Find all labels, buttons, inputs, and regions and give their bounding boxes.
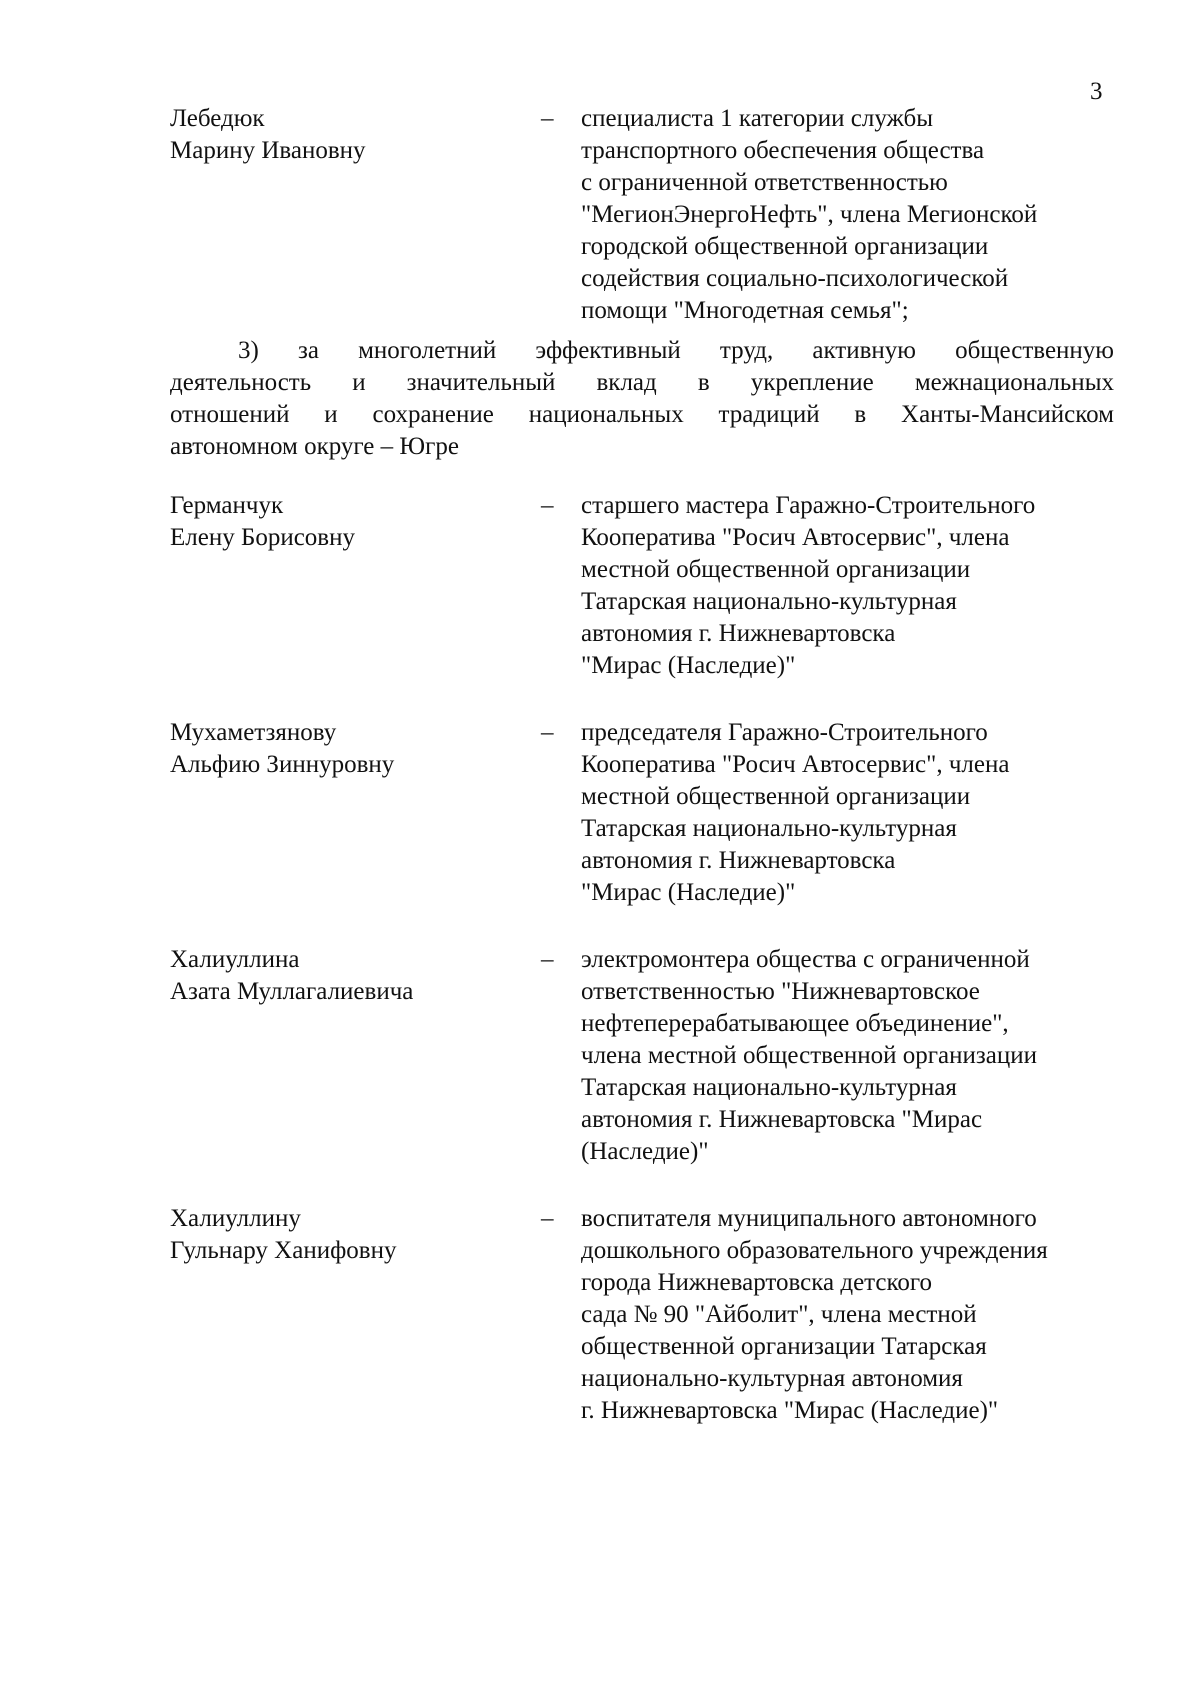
position-line: национально-культурная автономия bbox=[581, 1365, 963, 1392]
dash-separator: – bbox=[541, 946, 554, 973]
dash-separator: – bbox=[541, 1205, 554, 1232]
position-line: старшего мастера Гаражно-Строительного bbox=[581, 492, 1036, 519]
person-name-line: Гульнару Ханифовну bbox=[170, 1237, 397, 1264]
position-line: Татарская национально-культурная bbox=[581, 588, 957, 615]
position-line: автономия г. Нижневартовска bbox=[581, 620, 896, 647]
person-position bbox=[581, 944, 1121, 1168]
person-position bbox=[581, 717, 1121, 909]
position-line: (Наследие)" bbox=[581, 1138, 709, 1165]
person-name-line: Халиуллина bbox=[170, 946, 300, 973]
award-category-paragraph bbox=[170, 335, 1114, 463]
person-name-line: Германчук bbox=[170, 492, 284, 519]
position-line: содействия социально-психологической bbox=[581, 265, 1009, 292]
position-line: ответственностью "Нижневартовское bbox=[581, 978, 980, 1005]
person-name bbox=[170, 944, 530, 1008]
position-line: "Мирас (Наследие)" bbox=[581, 652, 796, 679]
page-number: 3 bbox=[1090, 78, 1103, 105]
position-line: сада № 90 "Айболит", члена местной bbox=[581, 1301, 977, 1328]
position-line: Татарская национально-культурная bbox=[581, 815, 957, 842]
position-line: помощи "Многодетная семья"; bbox=[581, 297, 909, 324]
paragraph-line: деятельность и значительный вклад в укрепление межнациональных bbox=[170, 369, 1114, 396]
person-name bbox=[170, 1203, 530, 1267]
person-name-line: Халиуллину bbox=[170, 1205, 301, 1232]
position-line: местной общественной организации bbox=[581, 783, 971, 810]
position-line: члена местной общественной организации bbox=[581, 1042, 1038, 1069]
position-line: Кооператива "Росич Автосервис", члена bbox=[581, 751, 1010, 778]
dash-separator: – bbox=[541, 105, 554, 132]
dash-separator: – bbox=[541, 719, 554, 746]
position-line: Кооператива "Росич Автосервис", члена bbox=[581, 524, 1010, 551]
person-name-line: Альфию Зиннуровну bbox=[170, 751, 395, 778]
person-name bbox=[170, 490, 530, 554]
position-line: нефтеперерабатывающее объединение", bbox=[581, 1010, 1009, 1037]
position-line: дошкольного образовательного учреждения bbox=[581, 1237, 1048, 1264]
position-line: "МегионЭнергоНефть", члена Мегионской bbox=[581, 201, 1038, 228]
person-position bbox=[581, 1203, 1121, 1427]
person-name bbox=[170, 717, 530, 781]
paragraph-line: 3) за многолетний эффективный труд, активную общественную bbox=[238, 337, 1114, 364]
person-position bbox=[581, 103, 1121, 327]
person-name-line: Мухаметзянову bbox=[170, 719, 337, 746]
person-name-line: Азата Муллагалиевича bbox=[170, 978, 414, 1005]
position-line: транспортного обеспечения общества bbox=[581, 137, 985, 164]
position-line: "Мирас (Наследие)" bbox=[581, 879, 796, 906]
dash-separator: – bbox=[541, 492, 554, 519]
position-line: автономия г. Нижневартовска "Мирас bbox=[581, 1106, 983, 1133]
paragraph-line: отношений и сохранение национальных традиций в Ханты-Мансийском bbox=[170, 401, 1114, 428]
position-line: г. Нижневартовска "Мирас (Наследие)" bbox=[581, 1397, 999, 1424]
position-line: специалиста 1 категории службы bbox=[581, 105, 934, 132]
position-line: с ограниченной ответственностью bbox=[581, 169, 948, 196]
position-line: воспитателя муниципального автономного bbox=[581, 1205, 1037, 1232]
position-line: электромонтера общества с ограниченной bbox=[581, 946, 1030, 973]
person-name-line: Лебедюк bbox=[170, 105, 265, 132]
position-line: общественной организации Татарская bbox=[581, 1333, 987, 1360]
position-line: местной общественной организации bbox=[581, 556, 971, 583]
person-name bbox=[170, 103, 530, 167]
paragraph-line: автономном округе – Югре bbox=[170, 433, 459, 460]
person-position bbox=[581, 490, 1121, 682]
position-line: городской общественной организации bbox=[581, 233, 989, 260]
position-line: председателя Гаражно-Строительного bbox=[581, 719, 988, 746]
position-line: автономия г. Нижневартовска bbox=[581, 847, 896, 874]
person-name-line: Елену Борисовну bbox=[170, 524, 355, 551]
position-line: Татарская национально-культурная bbox=[581, 1074, 957, 1101]
person-name-line: Марину Ивановну bbox=[170, 137, 366, 164]
position-line: города Нижневартовска детского bbox=[581, 1269, 933, 1296]
